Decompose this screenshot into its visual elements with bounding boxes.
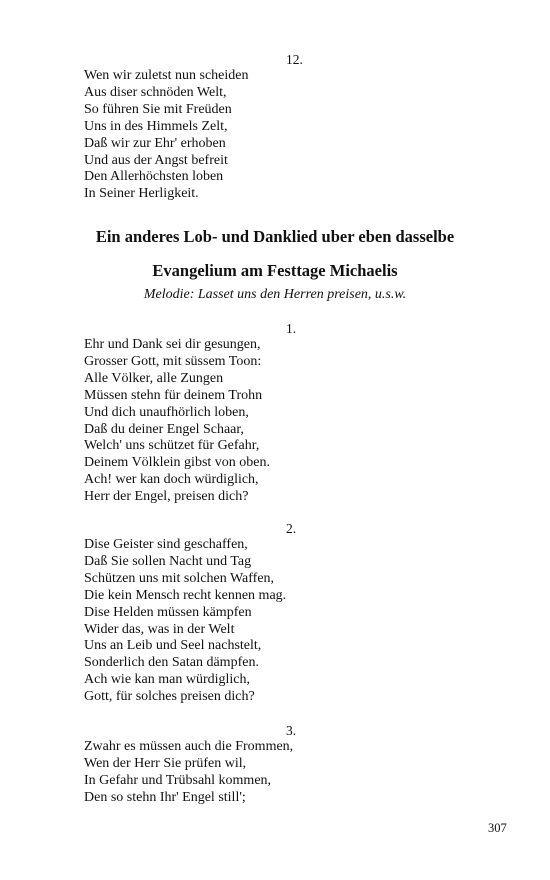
verse-line: Uns in des Himmels Zelt, <box>84 118 228 134</box>
stanza-12 <box>84 68 464 203</box>
melody-note: Melodie: Lasset uns den Herren preisen, u.s.w. <box>143 287 407 302</box>
stanza-3 <box>84 739 464 807</box>
verse-line: So führen Sie mit Freüden <box>84 101 232 117</box>
verse-line: Herr der Engel, preisen dich? <box>84 489 249 505</box>
verse-line: Dise Geister sind geschaffen, <box>84 537 248 552</box>
verse-line: Wider das, was in der Welt <box>84 621 235 637</box>
stanza-number: 3. <box>286 723 297 738</box>
hymn-title-line1: Ein anderes Lob- und Danklied uber eben dasselbe <box>95 227 455 246</box>
verse-line: Und dich unaufhörlich loben, <box>84 404 249 420</box>
verse-line: Deinem Völklein gibst von oben. <box>84 455 270 471</box>
verse-line: Den Allerhöchsten loben <box>84 169 224 185</box>
verse-line: Müssen stehn für deinem Trohn <box>84 387 263 403</box>
verse-line: Alle Völker, alle Zungen <box>84 370 224 386</box>
verse-line: Schützen uns mit solchen Waffen, <box>84 570 275 586</box>
verse-line: Aus diser schnöden Welt, <box>84 84 227 100</box>
verse-line: Ach! wer kan doch würdiglich, <box>84 472 259 488</box>
verse-line: Und aus der Angst befreit <box>84 152 228 168</box>
verse-line: Zwahr es müssen auch die Frommen, <box>84 739 294 754</box>
stanza-2 <box>84 537 464 706</box>
stanza-1 <box>84 337 464 506</box>
stanza-number: 1. <box>286 321 297 336</box>
verse-line: In Gefahr und Trübsahl kommen, <box>84 772 272 788</box>
verse-line: Ehr und Dank sei dir gesungen, <box>84 337 261 352</box>
verse-line: Die kein Mensch recht kennen mag. <box>84 587 287 603</box>
verse-line: Daß Sie sollen Nacht und Tag <box>84 553 252 569</box>
verse-line: Dise Helden müssen kämpfen <box>84 604 252 620</box>
verse-line: Welch' uns schützet für Gefahr, <box>84 438 260 454</box>
verse-line: Wen der Herr Sie prüfen wil, <box>84 755 247 771</box>
verse-line: Gott, für solches preisen dich? <box>84 689 255 705</box>
verse-line: Den so stehn Ihr' Engel still'; <box>84 789 246 805</box>
stanza-number: 12. <box>286 52 303 67</box>
verse-line: Daß wir zur Ehr' erhoben <box>84 135 226 151</box>
verse-line: Daß du deiner Engel Schaar, <box>84 421 244 437</box>
verse-line: Grosser Gott, mit süssem Toon: <box>84 353 262 369</box>
hymn-title-line2: Evangelium am Festtage Michaelis <box>152 261 398 280</box>
stanza-number: 2. <box>286 521 297 536</box>
verse-line: In Seiner Herligkeit. <box>84 186 199 202</box>
verse-line: Uns an Leib und Seel nachstelt, <box>84 638 262 654</box>
verse-line: Wen wir zuletst nun scheiden <box>84 68 249 83</box>
page-number: 307 <box>488 821 507 835</box>
verse-line: Ach wie kan man würdiglich, <box>84 672 251 688</box>
verse-line: Sonderlich den Satan dämpfen. <box>84 655 259 671</box>
